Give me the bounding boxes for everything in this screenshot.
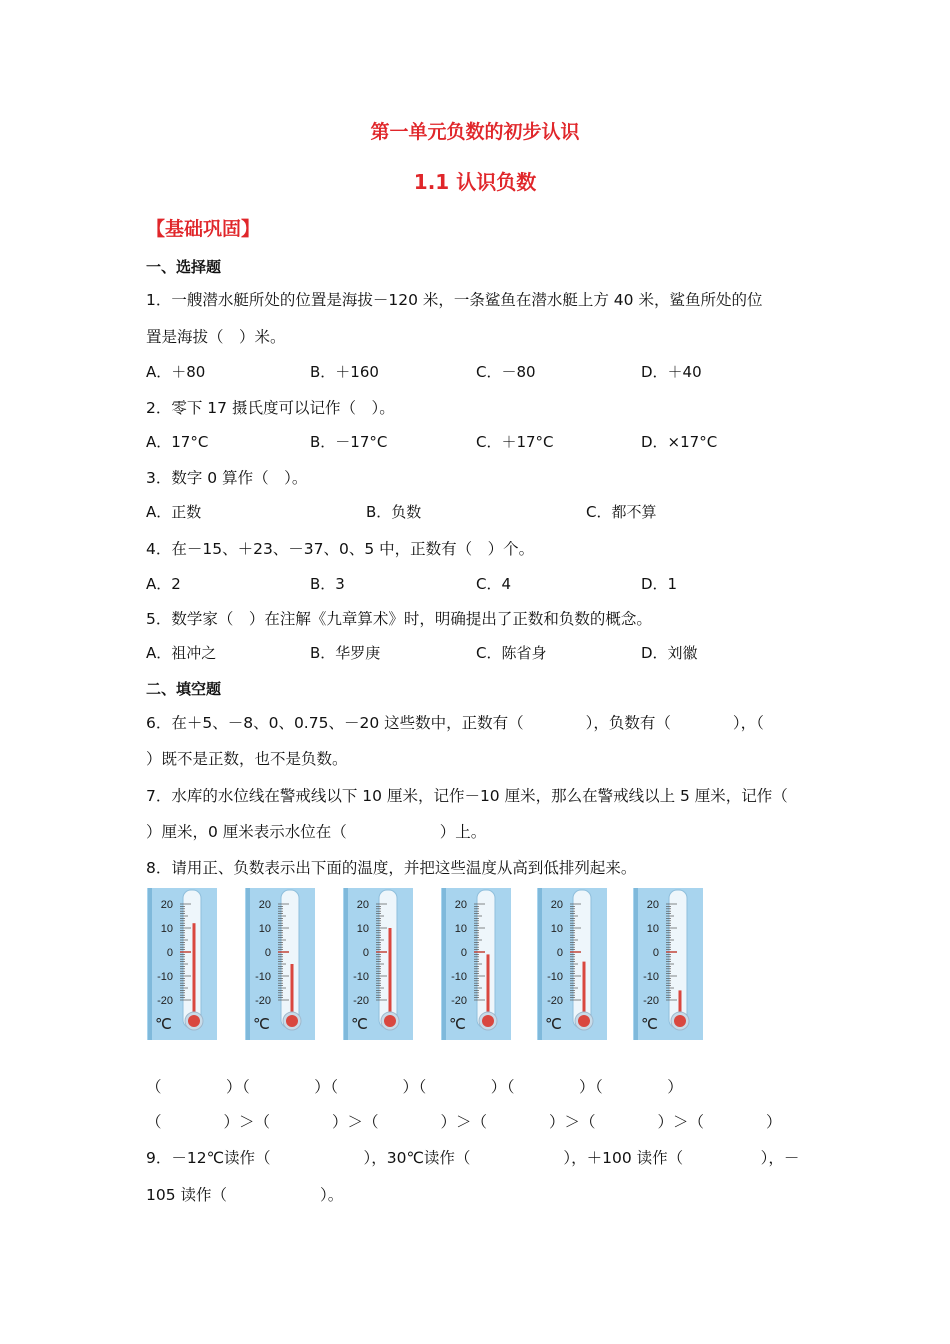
q2-option-a: A．17°C	[146, 433, 209, 451]
thermometer-edge	[246, 888, 250, 1040]
lesson-title: 1.1 认识负数	[413, 170, 537, 194]
q3-option-b: B．负数	[366, 503, 422, 521]
scale-label: 20	[160, 899, 173, 911]
scale-label: -20	[451, 995, 467, 1007]
celsius-unit: ℃	[253, 1016, 270, 1033]
section-tag: 【基础巩固】	[146, 218, 261, 240]
scale-label: 10	[550, 923, 563, 935]
scale-label: -20	[547, 995, 563, 1007]
q5-option-d: D．刘徽	[641, 644, 698, 662]
scale-label: -20	[255, 995, 271, 1007]
thermometer-tube	[379, 890, 397, 1028]
thermometer-tube	[669, 890, 687, 1028]
thermometer-edge	[442, 888, 446, 1040]
scale-label: 20	[454, 899, 467, 911]
q4-option-c: C．4	[476, 575, 512, 593]
q1-option-a: A．＋80	[146, 363, 206, 381]
scale-label: 0	[264, 947, 271, 959]
question-4: 4．在－15、＋23、－37、0、5 中，正数有（ ）个。	[146, 540, 535, 558]
thermometer-4	[441, 888, 511, 1040]
mercury-column	[389, 928, 392, 1020]
thermometer-edge	[344, 888, 348, 1040]
scale-label: 0	[460, 947, 467, 959]
celsius-unit: ℃	[155, 1016, 172, 1033]
scale-label: 10	[258, 923, 271, 935]
scale-label: -10	[451, 971, 467, 983]
thermometer-edge	[634, 888, 638, 1040]
scale-label: 0	[166, 947, 173, 959]
mercury-column	[193, 923, 196, 1020]
q1-option-c: C．－80	[476, 363, 536, 381]
mercury-bulb	[188, 1015, 200, 1027]
thermometer-edge	[148, 888, 152, 1040]
section-fill-heading: 二、填空题	[146, 680, 222, 698]
thermometer-tube	[183, 890, 201, 1028]
q3-option-a: A．正数	[146, 503, 202, 521]
scale-label: 0	[556, 947, 563, 959]
scale-label: -20	[157, 995, 173, 1007]
thermometer-tube	[477, 890, 495, 1028]
q5-option-a: A．祖冲之	[146, 644, 217, 662]
scale-label: 20	[550, 899, 563, 911]
mercury-bulb	[674, 1015, 686, 1027]
question-8: 8．请用正、负数表示出下面的温度，并把这些温度从高到低排列起来。	[146, 859, 637, 877]
question-9-line2: 105 读作（ ）。	[146, 1186, 344, 1204]
question-5: 5．数学家（ ）在注解《九章算术》时，明确提出了正数和负数的概念。	[146, 610, 652, 628]
question-6-line2: ）既不是正数，也不是负数。	[146, 750, 348, 768]
thermometer-tube	[281, 890, 299, 1028]
scale-label: -20	[643, 995, 659, 1007]
question-1-line1: 1．一艘潜水艇所处的位置是海拔－120 米，一条鲨鱼在潜水艇上方 40 米，鲨鱼所处的位	[146, 291, 763, 309]
question-1-line2: 置是海拔（ ）米。	[146, 328, 286, 346]
question-3: 3．数字 0 算作（ ）。	[146, 469, 308, 487]
scale-label: 10	[160, 923, 173, 935]
scale-label: 20	[258, 899, 271, 911]
thermometer-tube	[573, 890, 591, 1028]
thermometer-3	[343, 888, 413, 1040]
thermometer-2	[245, 888, 315, 1040]
scale-label: 20	[356, 899, 369, 911]
celsius-unit: ℃	[545, 1016, 562, 1033]
thermometer-6	[633, 888, 703, 1040]
q2-option-d: D．×17°C	[641, 433, 718, 451]
q2-option-b: B．－17°C	[310, 433, 388, 451]
question-7-line2: ）厘米，0 厘米表示水位在（ ）上。	[146, 823, 487, 841]
scale-label: -10	[255, 971, 271, 983]
thermometer-5	[537, 888, 607, 1040]
mercury-bulb	[578, 1015, 590, 1027]
scale-label: 10	[646, 923, 659, 935]
mercury-bulb	[482, 1015, 494, 1027]
scale-label: 10	[356, 923, 369, 935]
q4-option-a: A．2	[146, 575, 181, 593]
q8-answer-row-1: （ ）（ ）（ ）（ ）（ ）（ ）	[146, 1078, 684, 1096]
section-choice-heading: 一、选择题	[146, 258, 222, 276]
scale-label: 0	[362, 947, 369, 959]
q2-option-c: C．＋17°C	[476, 433, 554, 451]
q4-option-b: B．3	[310, 575, 345, 593]
scale-label: 20	[646, 899, 659, 911]
question-9-line1: 9．－12℃读作（ ），30℃读作（ ），＋100 读作（ ），－	[146, 1149, 800, 1167]
celsius-unit: ℃	[641, 1016, 658, 1033]
scale-label: -10	[157, 971, 173, 983]
thermometer-1	[147, 888, 217, 1040]
celsius-unit: ℃	[449, 1016, 466, 1033]
mercury-column	[583, 962, 586, 1020]
question-6-line1: 6．在＋5、－8、0、0.75、－20 这些数中，正数有（ ），负数有（ ），（	[146, 714, 764, 732]
mercury-column	[487, 954, 490, 1020]
scale-label: -10	[643, 971, 659, 983]
scale-label: -10	[353, 971, 369, 983]
scale-label: -10	[547, 971, 563, 983]
q1-option-b: B．＋160	[310, 363, 379, 381]
thermometer-edge	[538, 888, 542, 1040]
mercury-bulb	[286, 1015, 298, 1027]
q4-option-d: D．1	[641, 575, 678, 593]
q8-answer-row-2: （ ）＞（ ）＞（ ）＞（ ）＞（ ）＞（ ）	[146, 1113, 782, 1131]
scale-label: -20	[353, 995, 369, 1007]
q5-option-b: B．华罗庚	[310, 644, 381, 662]
q3-option-c: C．都不算	[586, 503, 657, 521]
scale-label: 10	[454, 923, 467, 935]
q5-option-c: C．陈省身	[476, 644, 547, 662]
scale-label: 0	[652, 947, 659, 959]
unit-title: 第一单元负数的初步认识	[370, 121, 580, 143]
question-7-line1: 7．水库的水位线在警戒线以下 10 厘米，记作－10 厘米，那么在警戒线以上 5 厘米，记作（	[146, 787, 788, 805]
celsius-unit: ℃	[351, 1016, 368, 1033]
q1-option-d: D．＋40	[641, 363, 702, 381]
mercury-bulb	[384, 1015, 396, 1027]
question-2: 2．零下 17 摄氏度可以记作（ ）。	[146, 399, 395, 417]
